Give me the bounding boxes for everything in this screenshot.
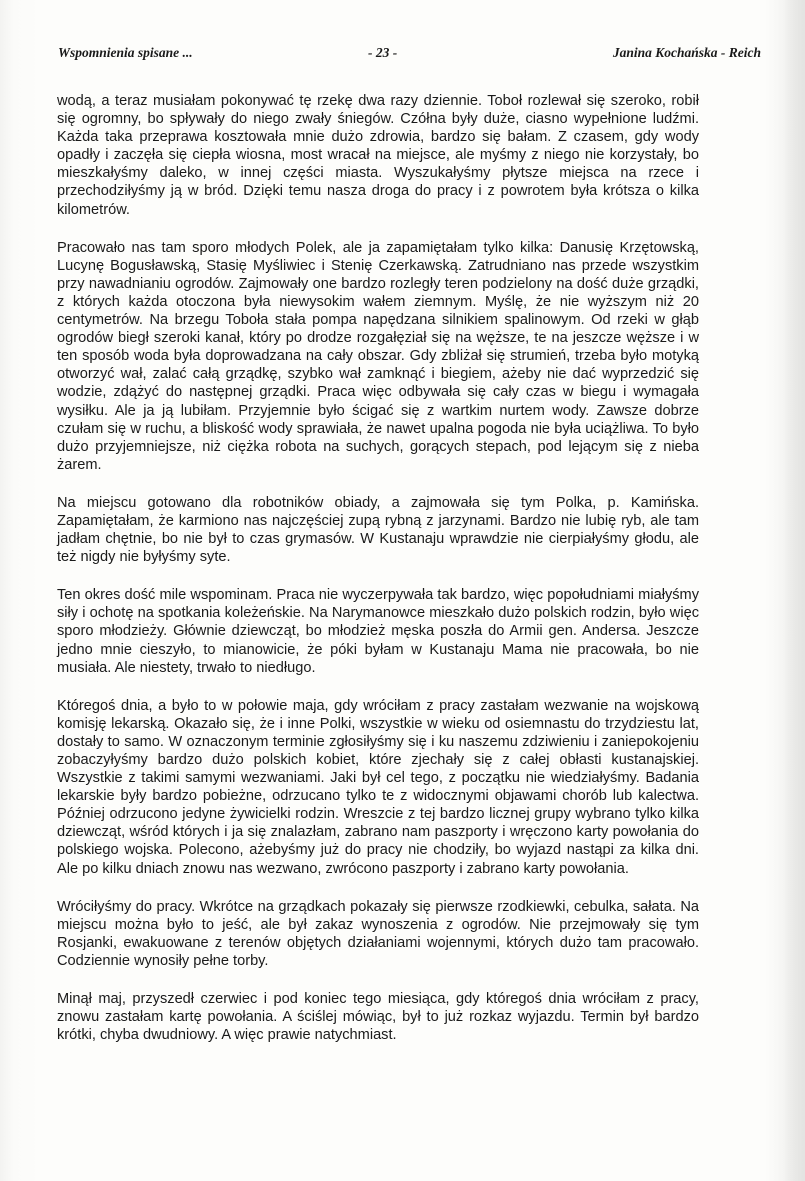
page-number: - 23 -	[368, 45, 398, 60]
header-author: Janina Kochańska - Reich	[612, 45, 761, 60]
paragraph: Ten okres dość mile wspominam. Praca nie wyczerpywała tak bardzo, więc popołudniami miałyśmy siły i ochotę na spotkania koleżeńskie. Na Narymanowce mieszkało dużo polskich rodzin, było więc sporo młodzieży. Głównie dziewcząt, bo młodzież męska poszła do Armii gen. Andersa. Jeszcze jedno mnie cieszyło, to mianowicie, że póki byłam w Kustanaju Mama nie pracowała, bo nie musiała. Ale niestety, trwało to niedługo.	[57, 587, 699, 676]
page-edge-shadow	[783, 0, 805, 1181]
page-header	[58, 45, 761, 67]
document-body	[57, 92, 699, 1064]
paragraph: wodą, a teraz musiałam pokonywać tę rzekę dwa razy dziennie. Toboł rozlewał się szeroko, robił się ogromny, bo spływały do niego zwały śniegów. Czółna były duże, ciasno wypełnione ludźmi. Każda taka przeprawa kosztowała mnie dużo zdrowia, bardzo się bałam. Z czasem, gdy wody opadły i zaczęła się ciepła wiosna, most wracał na miejsce, ale myśmy z niego nie korzystały, bo mieszkałyśmy daleko, w innej części miasta. Wyszukałyśmy płytsze miejsca na rzece i przechodziłyśmy ją w bród. Dzięki temu nasza droga do pracy i z powrotem była krótsza o kilka kilometrów.	[57, 93, 699, 218]
paragraph: Minął maj, przyszedł czerwiec i pod koniec tego miesiąca, gdy któregoś dnia wróciłam z pracy, znowu zastałam kartę powołania. A ściślej mówiąc, był to już rozkaz wyjazdu. Termin był bardzo krótki, chyba dwudniowy. A więc prawie natychmiast.	[57, 991, 699, 1044]
paragraph: Pracowało nas tam sporo młodych Polek, ale ja zapamiętałam tylko kilka: Danusię Krzętowską, Lucynę Bogusławską, Stasię Myśliwiec i Stenię Czerkawską. Zatrudniano nas przede wszystkim przy nawadnianiu ogrodów. Zajmowały one bardzo rozległy teren podzielony na dość duże grządki, z których każda otoczona była niewysokim wałem ziemnym. Myślę, że nie wyższym niż 20 centymetrów. Na brzegu Toboła stała pompa napędzana silnikiem spalinowym. Od rzeki w głąb ogrodów biegł szeroki kanał, który po drodze rozgałęział się na węższe, te na jeszcze węższe i w ten sposób woda była doprowadzana na cały obszar. Gdy zbliżał się strumień, trzeba było motyką otworzyć wał, zalać całą grządkę, szybko wał zamknąć i biegiem, ażeby nie dać wyprzedzić się wodzie, zdążyć do następnej grządki. Praca więc odbywała się cały czas w biegu i wymagała wysiłku. Ale ja ją lubiłam. Przyjemnie było ścigać się z wartkim nurtem wody. Zawsze dobrze czułam się w ruchu, a bliskość wody sprawiała, że nawet upalna pogoda nie była uciążliwa. To było dużo przyjemniejsze, niż ciężka robota na suchych, gorących stepach, pod lejącym się z nieba żarem.	[57, 239, 699, 473]
paragraph: Wróciłyśmy do pracy. Wkrótce na grządkach pokazały się pierwsze rzodkiewki, cebulka, sałata. Na miejscu można było to jeść, ale był zakaz wynoszenia z ogrodów. Nie przejmowały się tym Rosjanki, ewakuowane z terenów objętych działaniami wojennymi, których dużo tam pracowało. Codziennie wynosiły pełne torby.	[57, 898, 699, 969]
header-left-title: Wspomnienia spisane ...	[58, 45, 193, 60]
paragraph: Na miejscu gotowano dla robotników obiady, a zajmowała się tym Polka, p. Kamińska. Zapamiętałam, że karmiono nas najczęściej zupą rybną z jarzynami. Bardzo nie lubię ryb, ale tam jadłam chętnie, bo nie był to czas grymasów. W Kustanaju wprawdzie nie cierpiałyśmy głodu, ale też nigdy nie byłyśmy syte.	[57, 494, 699, 566]
paragraph: Któregoś dnia, a było to w połowie maja, gdy wróciłam z pracy zastałam wezwanie na wojskową komisję lekarską. Okazało się, że i inne Polki, wszystkie w wieku od osiemnastu do trzydziestu lat, dostały to samo. W oznaczonym terminie zgłosiłyśmy się i ku naszemu zdziwieniu i zaniepokojeniu zobaczyłyśmy bardzo dużo polskich kobiet, które zjechały się z całej obłasti kustanajskiej. Wszystkie z takimi samymi wezwaniami. Jaki był cel tego, z początku nie wiedziałyśmy. Badania lekarskie były bardzo pobieżne, odrzucano tylko te z widocznymi objawami chorób lub kalectwa. Później odrzucono jedyne żywicielki rodzin. Wreszcie z tej bardzo licznej grupy wybrano tylko kilka dziewcząt, wśród których i ja się znalazłam, zabrano nam paszporty i wręczono karty powołania do polskiego wojska. Polecono, ażebyśmy już do pracy nie chodziły, bo wyjazd nastąpi za kilka dni. Ale po kilku dniach znowu nas wezwano, zwrócono paszporty i zabrano karty powołania.	[57, 697, 699, 877]
